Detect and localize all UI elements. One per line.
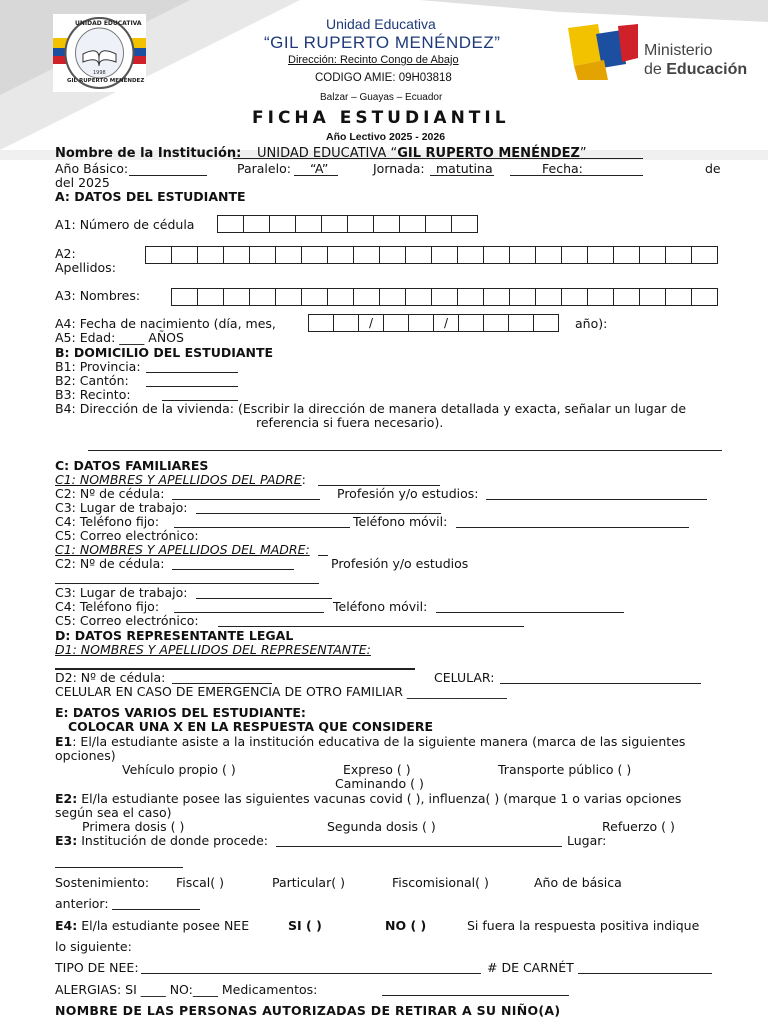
padre-telefono-field[interactable] <box>174 527 350 528</box>
ano-basico-label: Año Básico: <box>55 161 129 176</box>
institution-value-post: ” <box>579 146 587 161</box>
sostenimiento-label: Sostenimiento: <box>55 875 150 890</box>
e2-line1 <box>55 791 681 806</box>
apellidos-boxes[interactable] <box>146 246 718 264</box>
canton-field[interactable] <box>146 386 238 387</box>
ministry-logo <box>568 24 758 84</box>
section-c-title: C: DATOS FAMILIARES <box>55 458 209 473</box>
jornada-label: Jornada: <box>373 161 425 176</box>
ano-basica-label: Año de básica <box>534 875 622 890</box>
e2-text: El/la estudiante posee las siguientes vacunas covid ( ), influenza( ) (marque 1 o varias opciones <box>81 791 682 806</box>
jornada-field[interactable] <box>430 175 494 176</box>
option-primera-dosis[interactable]: Primera dosis ( ) <box>82 819 185 834</box>
institution-underline <box>233 158 643 159</box>
option-segunda-dosis[interactable]: Segunda dosis ( ) <box>327 819 436 834</box>
c3-madre-label: C3: Lugar de trabajo: <box>55 585 188 600</box>
emergency-label: CELULAR EN CASO DE EMERGENCIA DE OTRO FAMILIAR ________________ <box>55 684 507 699</box>
tipo-nee-field[interactable] <box>141 973 481 974</box>
ministry-line2-prefix: de <box>644 61 667 78</box>
madre-profesion-field[interactable] <box>55 583 319 584</box>
a2-apellidos-label: Apellidos: <box>55 260 116 275</box>
e1-line2: opciones) <box>55 748 116 763</box>
option-expreso[interactable]: Expreso ( ) <box>343 762 411 777</box>
c4-madre-label: C4: Teléfono fijo: <box>55 599 160 614</box>
section-e-instruction: COLOCAR UNA X EN LA RESPUESTA QUE CONSIDERE <box>68 719 434 734</box>
a1-label: A1: Número de cédula <box>55 217 195 232</box>
madre-trabajo-field[interactable] <box>196 598 332 599</box>
e3-line <box>55 833 268 848</box>
e1-label: E1 <box>55 734 73 749</box>
paralelo-value: “A” <box>310 161 329 176</box>
cedula-boxes[interactable] <box>218 215 478 233</box>
option-transporte[interactable]: Transporte público ( ) <box>498 762 632 777</box>
c1-padre-text: C1: NOMBRES Y APELLIDOS DEL PADRE <box>55 472 302 487</box>
c4-padre-label: C4: Teléfono fijo: <box>55 514 160 529</box>
fecha-year: del 2025 <box>55 175 110 190</box>
option-fiscal[interactable]: Fiscal( ) <box>176 875 224 890</box>
section-e-title: E: DATOS VARIOS DEL ESTUDIANTE: <box>55 705 306 720</box>
tipo-nee-label: TIPO DE NEE: <box>55 960 139 975</box>
e4-line <box>55 918 249 933</box>
school-amie: CODIGO AMIE: 09H03818 <box>315 72 452 84</box>
institution-value-pre: UNIDAD EDUCATIVA “ <box>257 146 398 161</box>
b3-label: B3: Recinto: <box>55 387 131 402</box>
c2-madre-label: C2: Nº de cédula: <box>55 556 165 571</box>
paralelo-field[interactable] <box>294 175 338 176</box>
b4-line2: referencia si fuera necesario). <box>256 415 444 430</box>
jornada-value: matutina <box>436 161 493 176</box>
padre-cedula-field[interactable] <box>172 499 320 500</box>
logo-text-bottom: GIL RUPERTO MENÉNDEZ <box>67 78 145 84</box>
fecha-field[interactable] <box>510 175 643 176</box>
a2-label: A2: <box>55 246 76 261</box>
padre-movil-label: Teléfono móvil: <box>353 514 448 529</box>
birthdate-boxes[interactable] <box>309 314 559 332</box>
fecha-de: de <box>705 161 721 176</box>
school-address: Dirección: Recinto Congo de Abajo <box>288 54 459 66</box>
madre-cedula-field[interactable] <box>172 569 294 570</box>
option-vehiculo[interactable]: Vehículo propio ( ) <box>122 762 236 777</box>
madre-movil-label: Teléfono móvil: <box>333 599 428 614</box>
a3-label: A3: Nombres: <box>55 288 141 303</box>
school-location: Balzar – Guayas – Ecuador <box>320 92 443 103</box>
e4-end: Si fuera la respuesta positiva indique <box>467 918 700 933</box>
paralelo-label: Paralelo: <box>237 161 291 176</box>
section-d-title: D: DATOS REPRESENTANTE LEGAL <box>55 628 294 643</box>
direccion-field[interactable] <box>88 450 722 451</box>
e2-label: E2: <box>55 791 78 806</box>
logo-year: 1998 <box>93 70 106 76</box>
b1-label: B1: Provincia: <box>55 359 141 374</box>
ministry-line2-bold: Educación <box>666 61 748 78</box>
d2-label: D2: Nº de cédula: <box>55 670 166 685</box>
madre-movil-field[interactable] <box>436 612 624 613</box>
option-no[interactable]: NO ( ) <box>385 918 427 933</box>
a4-end: año): <box>575 316 608 331</box>
padre-profesion-label: Profesión y/o estudios: <box>337 486 479 501</box>
carnet-field[interactable] <box>578 973 712 974</box>
lugar-label: Lugar: <box>567 833 607 848</box>
ano-basico-field[interactable] <box>129 175 207 176</box>
c5-madre-label: C5: Correo electrónico: <box>55 613 199 628</box>
celular-field[interactable] <box>500 683 701 684</box>
option-particular[interactable]: Particular( ) <box>272 875 345 890</box>
e3-text: Institución de donde procede: <box>81 833 268 848</box>
autorizadas-label: NOMBRE DE LAS PERSONAS AUTORIZADAS DE RETIRAR A SU NIÑO(A) <box>55 1003 561 1018</box>
c2-padre-label: C2: Nº de cédula: <box>55 486 165 501</box>
lugar-field[interactable] <box>55 867 183 868</box>
option-refuerzo[interactable]: Refuerzo ( ) <box>602 819 675 834</box>
institucion-procede-field[interactable] <box>276 846 562 847</box>
a5-label: A5: Edad: ____ AÑOS <box>55 330 184 345</box>
section-a-title: A: DATOS DEL ESTUDIANTE <box>55 189 246 204</box>
c1-padre-label <box>55 472 306 487</box>
fecha-label: Fecha: <box>542 161 583 176</box>
carnet-label: # DE CARNÉT <box>487 960 574 975</box>
school-logo <box>53 14 146 92</box>
e3-label: E3: <box>55 833 78 848</box>
e1-line1 <box>55 734 685 749</box>
academic-year: Año Lectivo 2025 - 2026 <box>326 131 446 143</box>
e4-line2: lo siguiente: <box>55 939 132 954</box>
ministry-line2 <box>644 61 747 79</box>
section-b-title: B: DOMICILIO DEL ESTUDIANTE <box>55 345 274 360</box>
madre-correo-field[interactable] <box>218 626 524 627</box>
anterior-label: anterior: <box>55 896 109 911</box>
madre-nombre-field[interactable] <box>318 555 328 556</box>
birthdate-slash-1: / <box>358 314 384 332</box>
padre-movil-field[interactable] <box>456 527 689 528</box>
provincia-field[interactable] <box>146 372 238 373</box>
option-fiscomisional[interactable]: Fiscomisional( ) <box>392 875 489 890</box>
logo-text-top: UNIDAD EDUCATIVA <box>75 20 142 27</box>
c3-padre-label: C3: Lugar de trabajo: <box>55 500 188 515</box>
e2-line2: según sea el caso) <box>55 805 172 820</box>
school-name-line1: Unidad Educativa <box>326 16 436 32</box>
e4-text: El/la estudiante posee NEE <box>81 918 250 933</box>
e1-text: : El/la estudiante asiste a la institución educativa de la siguiente manera (marca de las siguientes <box>72 734 686 749</box>
c1-padre-colon: : <box>301 472 306 487</box>
e4-label: E4: <box>55 918 78 933</box>
institution-label: Nombre de la Institución: <box>55 146 242 161</box>
option-si[interactable]: SI ( ) <box>288 918 322 933</box>
ministry-line1: Ministerio <box>644 42 713 59</box>
school-name-line2: “GIL RUPERTO MENÉNDEZ” <box>264 33 501 52</box>
padre-profesion-field[interactable] <box>486 499 707 500</box>
form-title: FICHA ESTUDIANTIL <box>252 108 510 128</box>
institution-value-bold: GIL RUPERTO MENÉNDEZ <box>397 146 580 161</box>
institution-label-text: Nombre de la Institución <box>55 146 237 161</box>
b4-line1: B4: Dirección de la vivienda: (Escribir la dirección de manera detallada y exacta, señalar un lugar de <box>55 401 687 416</box>
celular-label: CELULAR: <box>434 670 495 685</box>
anterior-field[interactable] <box>112 909 200 910</box>
nombres-boxes[interactable] <box>172 288 718 306</box>
c5-padre-label: C5: Correo electrónico: <box>55 528 199 543</box>
option-caminando[interactable]: Caminando ( ) <box>335 776 424 791</box>
c1-madre-label: C1: NOMBRES Y APELLIDOS DEL MADRE: <box>55 542 310 557</box>
alergias-label: ALERGIAS: SI ____ NO:____ Medicamentos: <box>55 982 318 997</box>
medicamentos-field[interactable] <box>382 995 569 996</box>
d1-label: D1: NOMBRES Y APELLIDOS DEL REPRESENTANTE: <box>55 642 371 657</box>
a4-label: A4: Fecha de nacimiento (día, mes, <box>55 316 276 331</box>
birthdate-slash-2: / <box>433 314 459 332</box>
madre-profesion-label: Profesión y/o estudios <box>331 556 469 571</box>
b2-label: B2: Cantón: <box>55 373 129 388</box>
